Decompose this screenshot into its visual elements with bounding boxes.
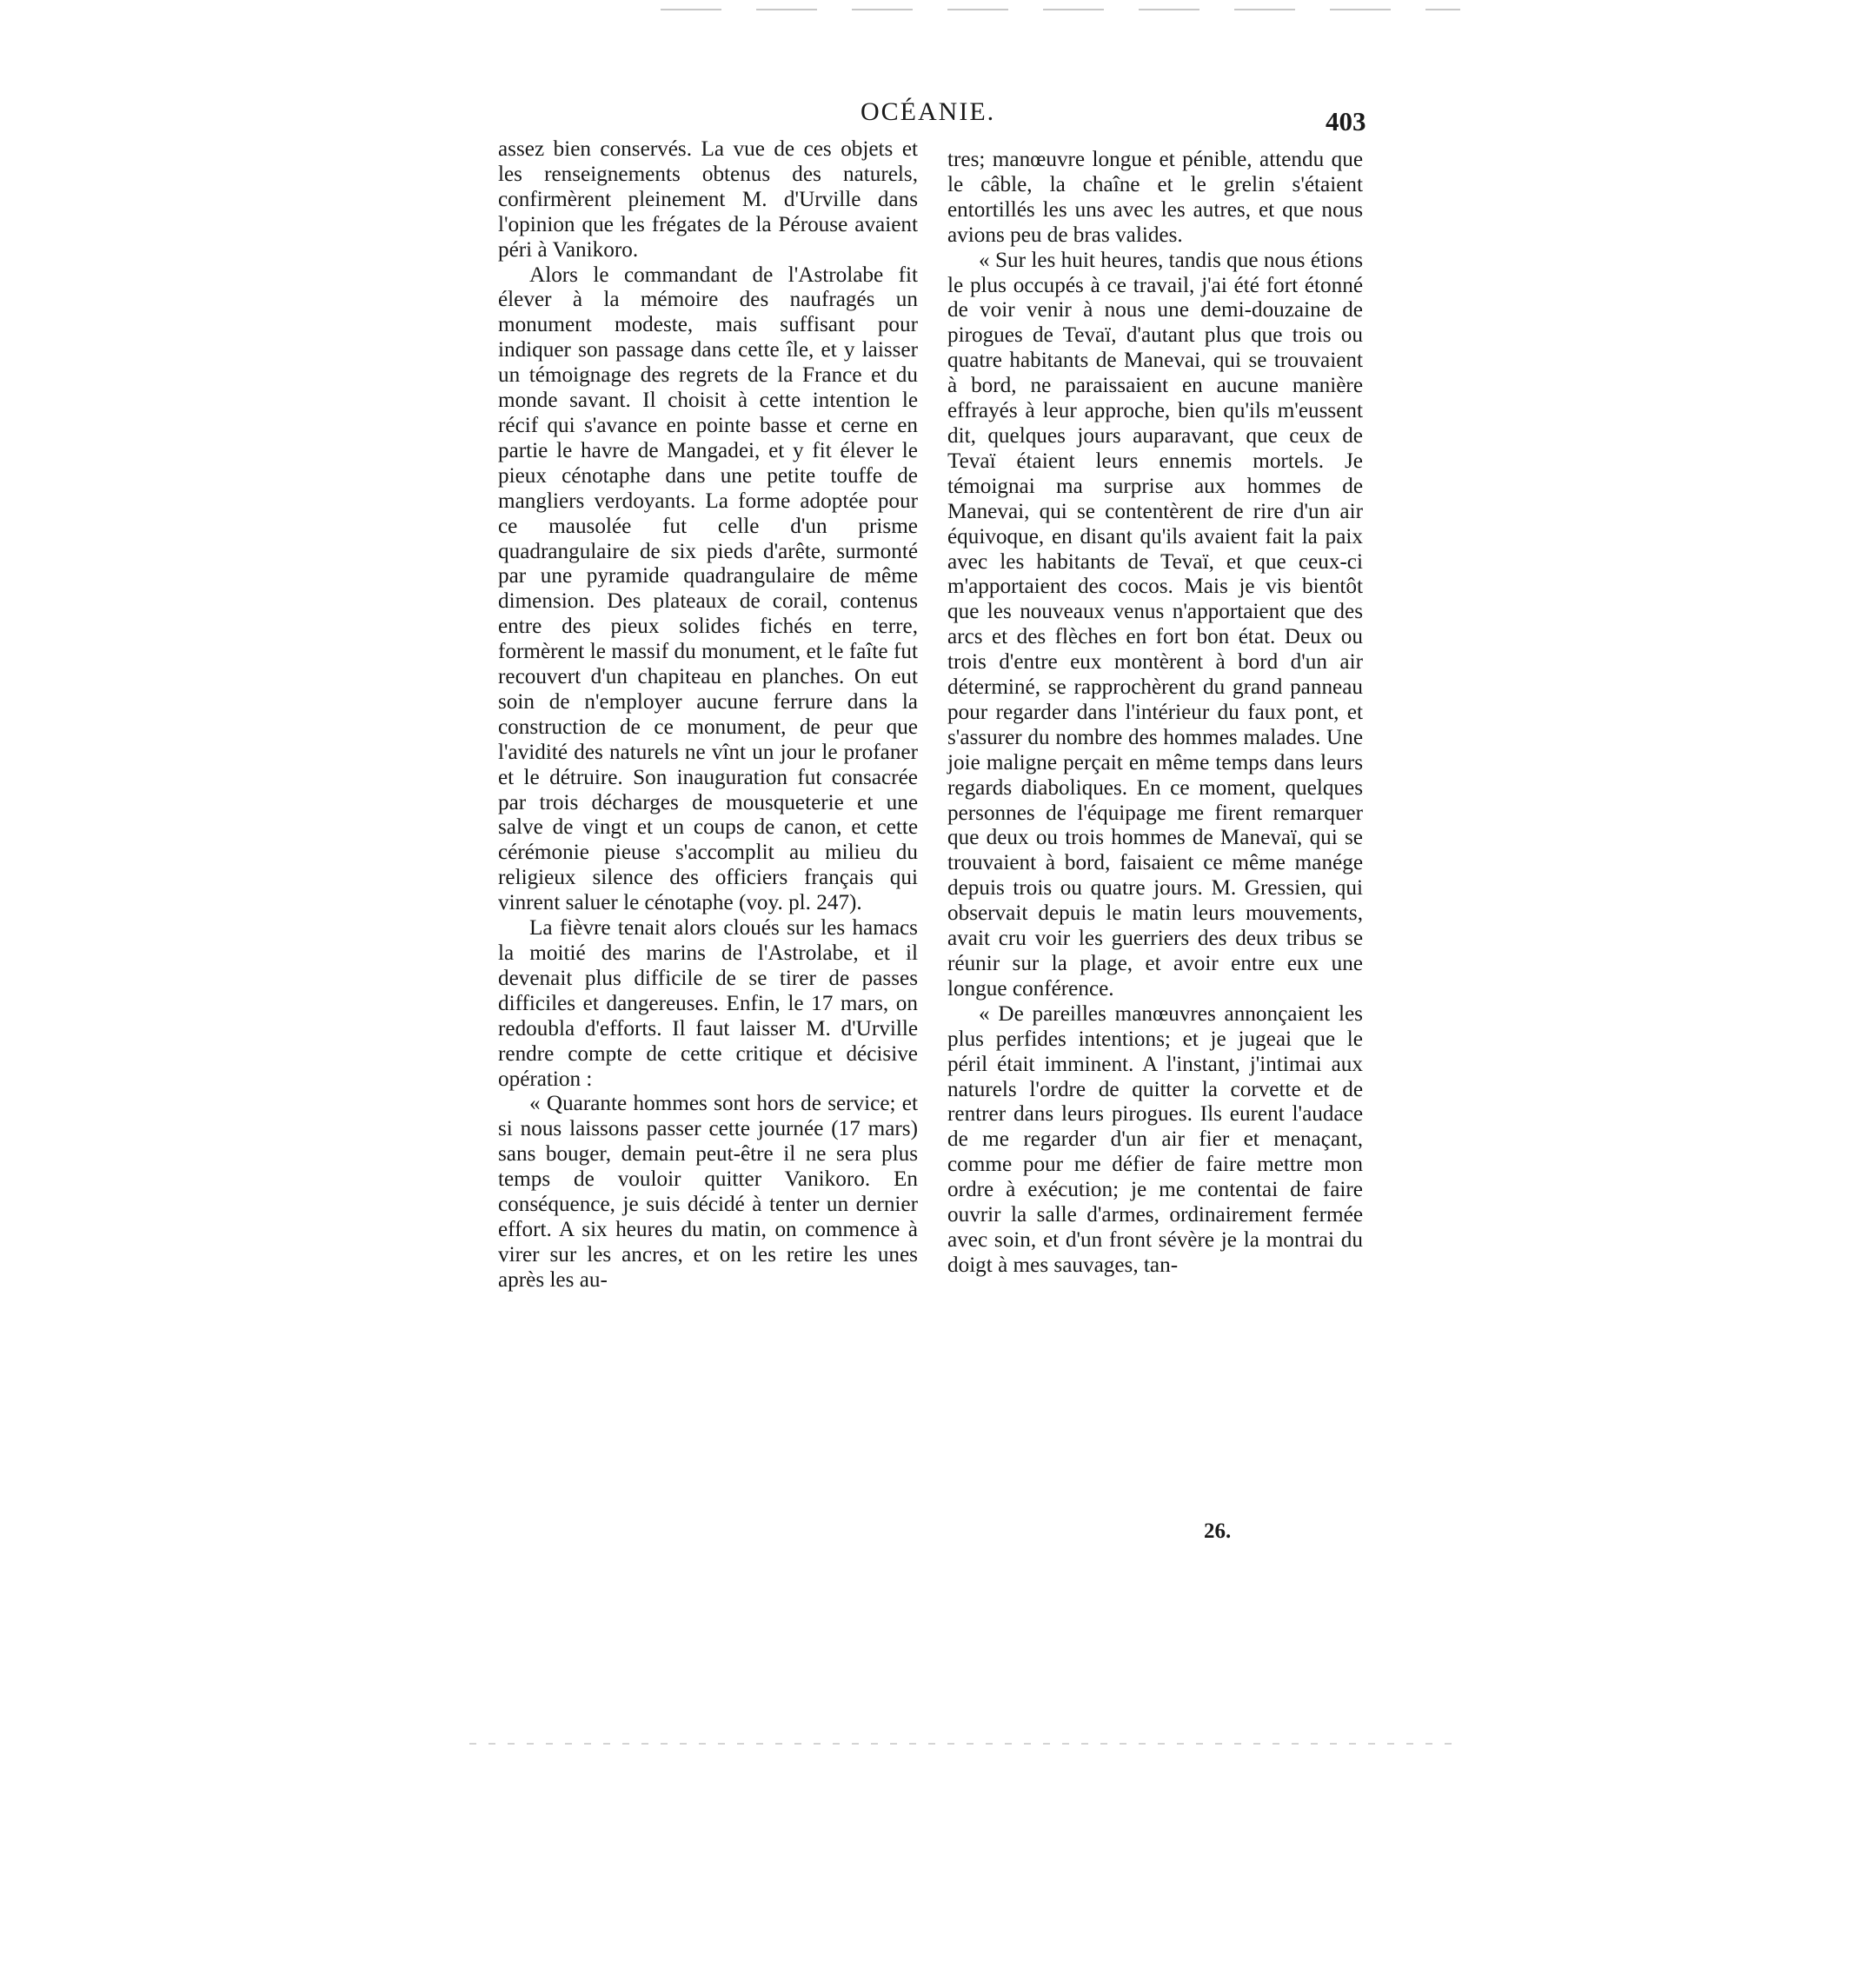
paragraph: « De pareilles manœuvres annonçaient les plus perfides intentions; et je jugeai que le péril était imminent. A l'instant, j'intimai aux naturels l'ordre de quitter la corvette et de rentrer dans leurs pirogues. Ils eurent l'audace de me regarder d'un air fier et menaçant, comme pour me défier de faire mettre mon ordre à exécution; je me contentai de faire ouvrir la salle d'armes, ordinairement fermée avec soin, et d'un front sévère je la montrai du doigt à mes sauvages, tan- <box>947 1001 1363 1277</box>
paragraph: « Sur les huit heures, tandis que nous étions le plus occupés à ce travail, j'ai été fort étonné de voir venir à nous une demi-douzaine de pirogues de Tevaï, d'autant plus que trois ou quatre habitants de Manevai, qui se trouvaient à bord, ne paraissaient en aucune manière effrayés à leur approche, bien qu'ils m'eussent dit, quelques jours auparavant, que ceux de Tevaï étaient leurs ennemis mortels. Je témoignai ma surprise aux hommes de Manevai, qui se contentèrent de rire d'un air équivoque, en disant qu'ils avaient fait la paix avec les habitants de Tevaï, et que ceux-ci m'apportaient des cocos. Mais je vis bientôt que les nouveaux venus n'apportaient que des arcs et des flèches en fort bon état. Deux ou trois d'entre eux montèrent à bord d'un air déterminé, se rapprochèrent du grand panneau pour regarder dans l'intérieur du faux pont, et s'assurer du nombre des hommes malades. Une joie maligne perçait en même temps dans leurs regards diaboliques. En ce moment, quelques personnes de l'équipage me firent remarquer que deux ou trois hommes de Manevaï, qui se trouvaient à bord, faisaient ce même manége depuis trois ou quatre jours. M. Gressien, qui observait depuis le matin leurs mouvements, avait cru voir les guerriers des deux tribus se réunir sur la plage, et avoir entre eux une longue conférence. <box>947 248 1363 1001</box>
page-number: 403 <box>1326 106 1366 136</box>
running-header-title: OCÉANIE. <box>861 97 996 126</box>
paragraph: La fièvre tenait alors cloués sur les hamacs la moitié des marins de l'Astrolabe, et il devenait plus difficile de se tirer de passes difficiles et dangereuses. Enfin, le 17 mars, on redoubla d'efforts. Il faut laisser M. d'Urville rendre compte de cette critique et décisive opération : <box>498 916 918 1091</box>
paragraph: Alors le commandant de l'Astrolabe fit élever à la mémoire des naufragés un monument modeste, mais suffisant pour indiquer son passage dans cette île, et y laisser un témoignage des regrets de la France et du monde savant. Il choisit à cette intention le récif qui s'avance en pointe basse et cerne en partie le havre de Mangadei, et y fit élever le pieux cénotaphe dans une petite touffe de mangliers verdoyants. La forme adoptée pour ce mausolée fut celle d'un prisme quadrangulaire de six pieds d'arête, surmonté par une pyramide quadrangulaire de même dimension. Des plateaux de corail, contenus entre des pieux solides fichés en terre, formèrent le massif du monument, et le faîte fut recouvert d'un chapiteau en planches. On eut soin de n'employer aucune ferrure dans la construction de ce monument, de peur que l'avidité des naturels ne vînt un jour le profaner et le détruire. Son inauguration fut consacrée par trois décharges de mousqueterie et une salve de vingt et un coups de canon, et cette cérémonie pieuse s'accomplit au milieu du religieux silence des officiers français qui vinrent saluer le cénotaphe (voy. pl. 247). <box>498 263 918 915</box>
paragraph: « Quarante hommes sont hors de service; et si nous laissons passer cette journée (17 mars) sans bouger, demain peut-être il ne sera plus temps de vouloir quitter Vanikoro. En conséquence, je suis décidé à tenter un dernier effort. A six heures du matin, on commence à virer sur les ancres, et on les retire les unes après les au- <box>498 1092 918 1292</box>
paragraph: tres; manœuvre longue et pénible, attendu que le câble, la chaîne et le grelin s'étaient entortillés les uns avec les autres, et que nous avions peu de bras valides. <box>947 148 1363 247</box>
scan-edge-top <box>661 9 1460 10</box>
left-text-column <box>498 137 918 1293</box>
right-text-column <box>947 148 1363 1279</box>
scan-edge-bottom <box>469 1743 1452 1745</box>
paragraph: assez bien conservés. La vue de ces objets et les renseignements obtenus des naturels, confirmèrent pleinement M. d'Urville dans l'opinion que les frégates de la Pérouse avaient péri à Vanikoro. <box>498 137 918 262</box>
signature-mark: 26. <box>1204 1519 1232 1543</box>
